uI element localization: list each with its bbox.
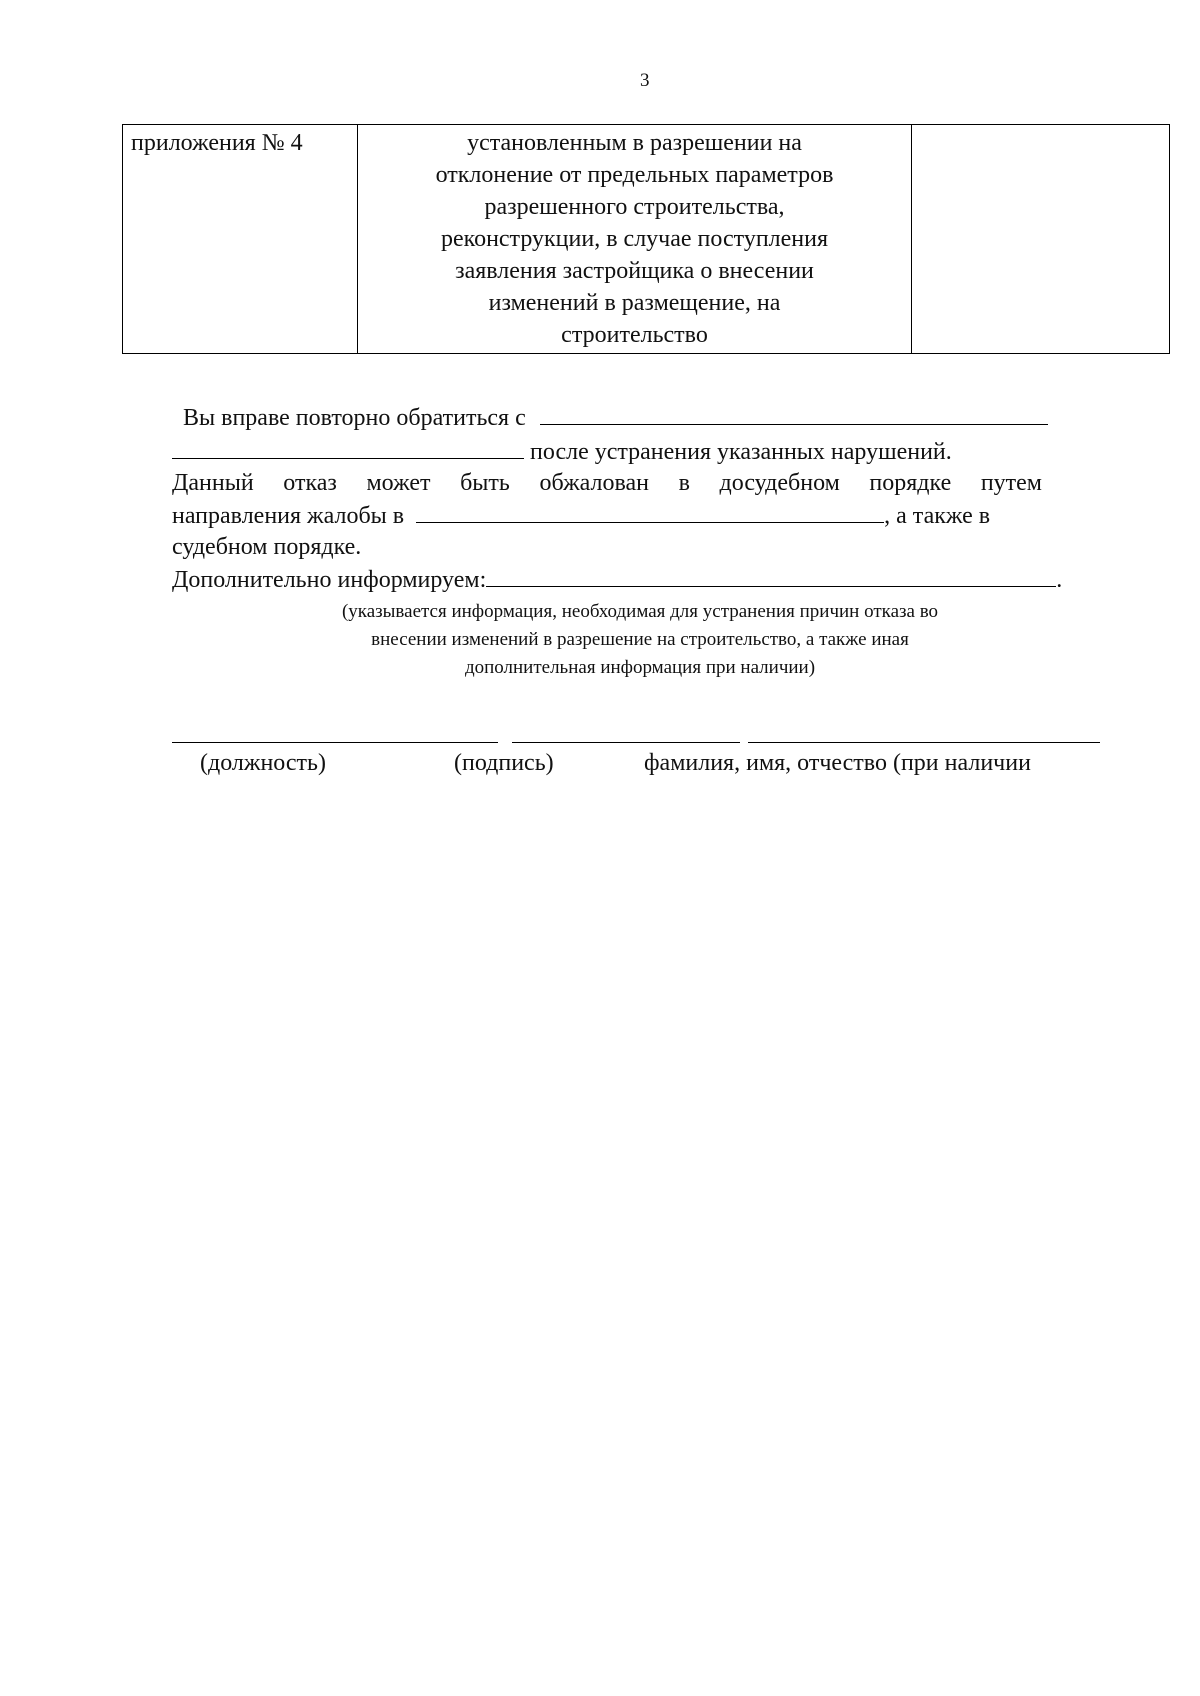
word: досудебном: [719, 470, 840, 496]
sign-label: (подпись): [454, 750, 554, 776]
table-cell-line: отклонение от предельных параметров: [435, 162, 834, 188]
appeal-target-blank-continued: [172, 436, 524, 459]
word: порядке: [869, 470, 952, 496]
after-fix-text: после устранения указанных нарушений.: [530, 439, 952, 465]
name-signature-line: [748, 742, 1100, 743]
word: может: [366, 470, 431, 496]
table-row: [123, 125, 1170, 354]
page-number: 3: [640, 70, 650, 91]
full-name-label: фамилия, имя, отчество (при наличии: [644, 750, 1031, 776]
document-table: [122, 124, 1170, 354]
footnote-line: дополнительная информация при наличии): [464, 657, 816, 678]
paragraph-line-5: [172, 532, 361, 562]
position-signature-line: [172, 742, 498, 743]
paragraph-line-4: [172, 500, 990, 531]
footnote-line: внесении изменений в разрешение на строительство, а также иная: [371, 629, 909, 650]
table-cell-line: реконструкции, в случае поступления: [440, 226, 829, 252]
table-cell-line: заявления застройщика о внесении: [455, 258, 814, 284]
additional-info-label: Дополнительно информируем:: [172, 567, 487, 593]
complaint-suffix: , а также в: [884, 503, 991, 529]
paragraph-line-2: [172, 436, 952, 467]
table-cell-line: установленным в разрешении на: [467, 130, 802, 156]
repeat-appeal-text: Вы вправе повторно обратиться с: [183, 405, 526, 431]
additional-info-blank: [486, 564, 1056, 587]
complaint-prefix: направления жалобы в: [172, 503, 405, 529]
word: путем: [980, 470, 1042, 496]
table-cell-empty: [912, 125, 1170, 354]
info-footnote: [200, 598, 1080, 682]
judicial-text: судебном порядке.: [172, 534, 362, 560]
table-cell-line: строительство: [561, 322, 708, 348]
word: отказ: [283, 470, 337, 496]
paragraph-line-6: [172, 564, 1062, 595]
table-cell-description: [358, 125, 912, 354]
position-label: (должность): [200, 750, 326, 776]
complaint-authority-blank: [416, 500, 884, 523]
sign-signature-line: [512, 742, 740, 743]
paragraph-line-3: [172, 468, 1042, 498]
paragraph-line-1: [183, 402, 1048, 433]
table-cell-line: разрешенного строительства,: [484, 194, 785, 220]
appeal-target-blank: [540, 402, 1048, 425]
word: обжалован: [539, 470, 649, 496]
table-cell-appendix: приложения № 4: [123, 125, 358, 354]
word: Данный: [172, 470, 254, 496]
additional-info-period: .: [1056, 567, 1063, 593]
word: быть: [460, 470, 510, 496]
word: в: [678, 470, 690, 496]
footnote-line: (указывается информация, необходимая для устранения причин отказа во: [341, 601, 939, 622]
table-cell-line: изменений в размещение, на: [488, 290, 781, 316]
